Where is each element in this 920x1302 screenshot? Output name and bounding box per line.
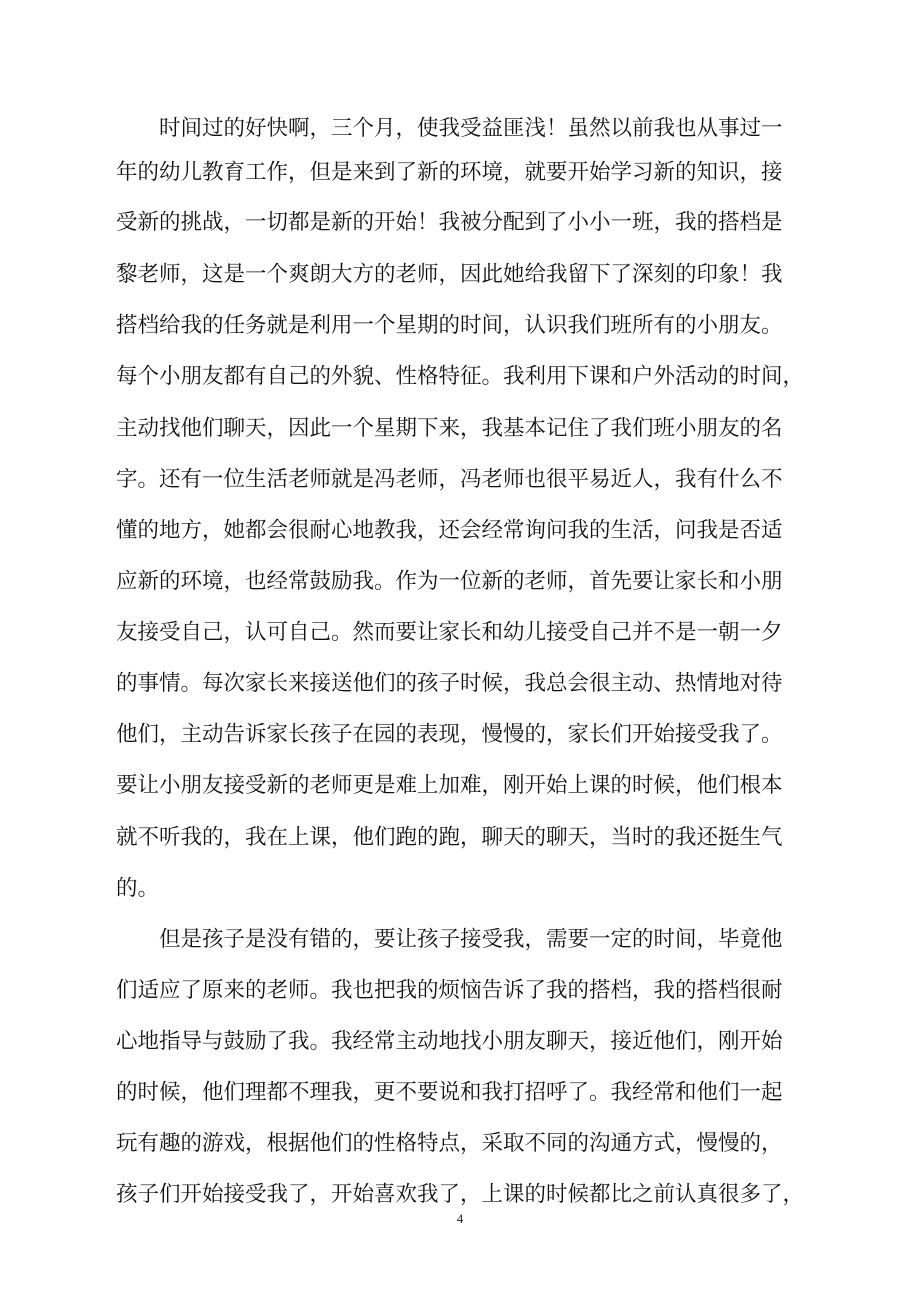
paragraph-1-line-9: 懂的地方，她都会很耐心地教我，还会经常询问我的生活，问我是否适: [116, 518, 783, 543]
paragraph-2-line-2: 们适应了原来的老师。我也把我的烦恼告诉了我的搭档，我的搭档很耐: [116, 978, 783, 1003]
paragraph-2-line-5: 玩有趣的游戏，根据他们的性格特点，采取不同的沟通方式，慢慢的，: [116, 1131, 783, 1156]
paragraph-1-line-2: 年的幼儿教育工作，但是来到了新的环境，就要开始学习新的知识，接: [116, 160, 783, 185]
paragraph-1-line-8: 字。还有一位生活老师就是冯老师，冯老师也很平易近人，我有什么不: [116, 467, 783, 492]
paragraph-1-line-1: 时间过的好快啊，三个月，使我受益匪浅！虽然以前我也从事过一: [159, 116, 783, 141]
paragraph-1-line-15: 就不听我的，我在上课，他们跑的跑，聊天的聊天，当时的我还挺生气: [116, 825, 783, 850]
paragraph-2-line-3: 心地指导与鼓励了我。我经常主动地找小朋友聊天，接近他们，刚开始: [116, 1029, 783, 1054]
paragraph-1-line-11: 友接受自己，认可自己。然而要让家长和幼儿接受自己并不是一朝一夕: [116, 620, 783, 645]
paragraph-2-line-4: 的时候，他们理都不理我，更不要说和我打招呼了。我经常和他们一起: [116, 1080, 783, 1105]
paragraph-1-line-12: 的事情。每次家长来接送他们的孩子时候，我总会很主动、热情地对待: [116, 671, 783, 696]
paragraph-2-line-6: 孩子们开始接受我了，开始喜欢我了，上课的时候都比之前认真很多了，: [116, 1182, 805, 1207]
paragraph-1-line-14: 要让小朋友接受新的老师更是难上加难，刚开始上课的时候，他们根本: [116, 773, 783, 798]
paragraph-1-line-7: 主动找他们聊天，因此一个星期下来，我基本记住了我们班小朋友的名: [116, 416, 783, 441]
paragraph-2-line-1: 但是孩子是没有错的，要让孩子接受我，需要一定的时间，毕竟他: [159, 927, 783, 952]
page-number: 4: [456, 1211, 464, 1226]
paragraph-1-line-5: 搭档给我的任务就是利用一个星期的时间，认识我们班所有的小朋友。: [116, 313, 783, 338]
paragraph-1-line-4: 黎老师，这是一个爽朗大方的老师，因此她给我留下了深刻的印象！我: [116, 262, 783, 287]
paragraph-1-line-6: 每个小朋友都有自己的外貌、性格特征。我利用下课和户外活动的时间，: [116, 364, 805, 389]
paragraph-1-line-10: 应新的环境，也经常鼓励我。作为一位新的老师，首先要让家长和小朋: [116, 569, 783, 594]
paragraph-1-line-3: 受新的挑战，一切都是新的开始！我被分配到了小小一班，我的搭档是: [116, 210, 783, 235]
paragraph-1-line-16: 的。: [116, 876, 160, 901]
paragraph-1-line-13: 他们，主动告诉家长孩子在园的表现，慢慢的，家长们开始接受我了。: [116, 722, 783, 747]
